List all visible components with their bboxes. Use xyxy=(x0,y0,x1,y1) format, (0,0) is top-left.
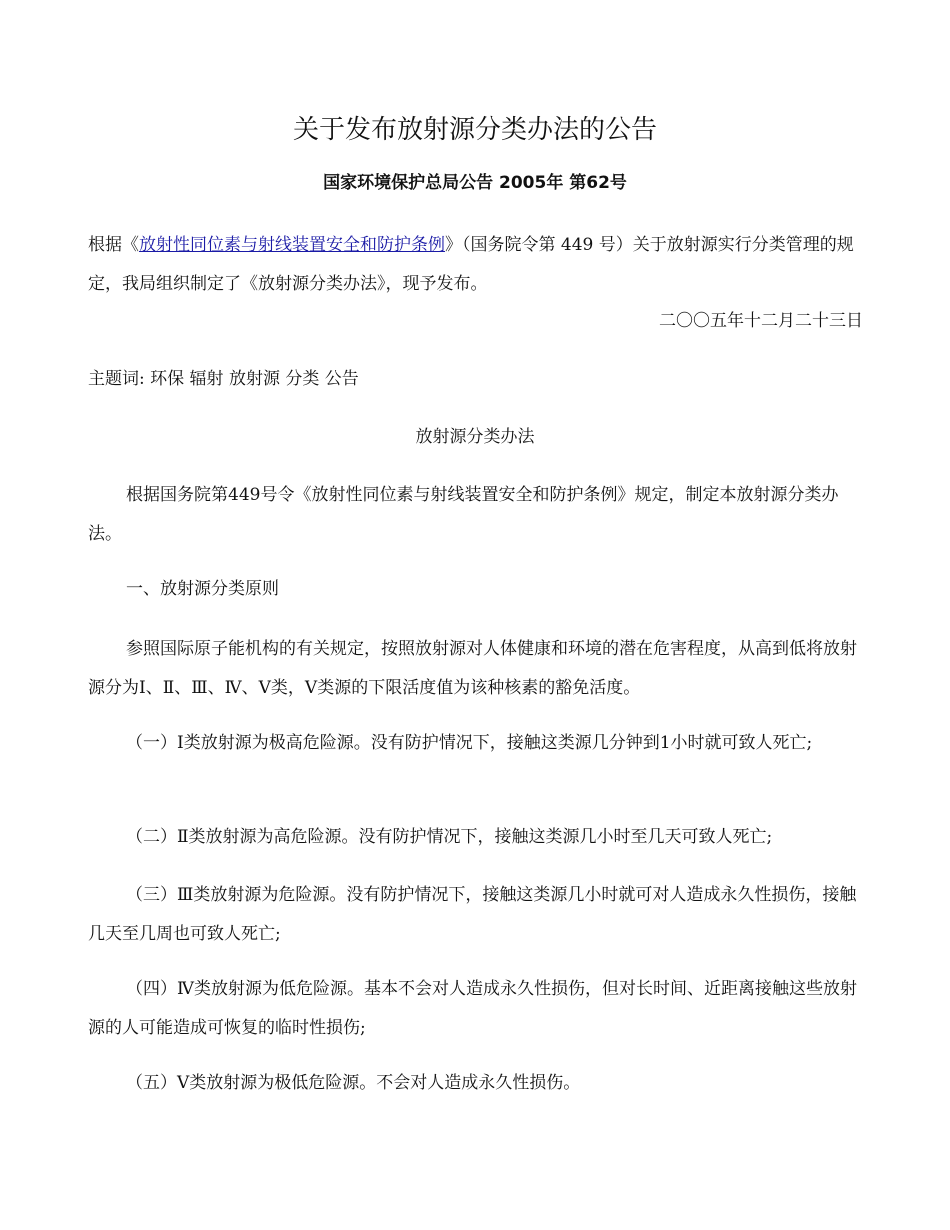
heading-principles: 一、放射源分类原则 xyxy=(126,579,279,599)
publish-date: 二〇〇五年十二月二十三日 xyxy=(659,311,863,331)
intro-suffix: 》（国务院令第 449 号）关于放射源实行分类管理的规定，我局组织制定了《放射源分类办法》，现予发布。 xyxy=(88,235,854,294)
document-title: 关于发布放射源分类办法的公告 xyxy=(292,115,657,145)
preamble-paragraph: 根据国务院第449号令《放射性同位素与射线装置安全和防护条例》规定，制定本放射源分类办法。 xyxy=(88,485,839,544)
list-item-class-1: （一）Ⅰ类放射源为极高危险源。没有防护情况下，接触这类源几分钟到1小时就可致人死亡; xyxy=(126,733,813,753)
intro-paragraph xyxy=(88,226,863,304)
list-item-class-4: （四）Ⅳ类放射源为低危险源。基本不会对人造成永久性损伤，但对长时间、近距离接触这些放射源的人可能造成可恢复的临时性损伤; xyxy=(88,979,857,1038)
principle-paragraph: 参照国际原子能机构的有关规定，按照放射源对人体健康和环境的潜在危害程度，从高到低将放射源分为Ⅰ、Ⅱ、Ⅲ、Ⅳ、Ⅴ类，Ⅴ类源的下限活度值为该种核素的豁免活度。 xyxy=(88,639,857,698)
list-item-class-2: （二）Ⅱ类放射源为高危险源。没有防护情况下，接触这类源几小时至几天可致人死亡; xyxy=(126,827,773,847)
intro-prefix: 根据《 xyxy=(88,235,139,255)
section-title: 放射源分类办法 xyxy=(415,427,535,447)
list-item-class-5: （五）Ⅴ类放射源为极低危险源。不会对人造成永久性损伤。 xyxy=(126,1073,581,1093)
list-item-class-3: （三）Ⅲ类放射源为危险源。没有防护情况下，接触这类源几小时就可对人造成永久性损伤，接触几天至几周也可致人死亡; xyxy=(88,885,857,944)
regulation-link[interactable]: 放射性同位素与射线装置安全和防护条例 xyxy=(139,235,445,255)
keywords: 主题词: 环保 辐射 放射源 分类 公告 xyxy=(88,369,359,389)
announcement-number: 国家环境保护总局公告 2005年 第62号 xyxy=(323,173,627,193)
